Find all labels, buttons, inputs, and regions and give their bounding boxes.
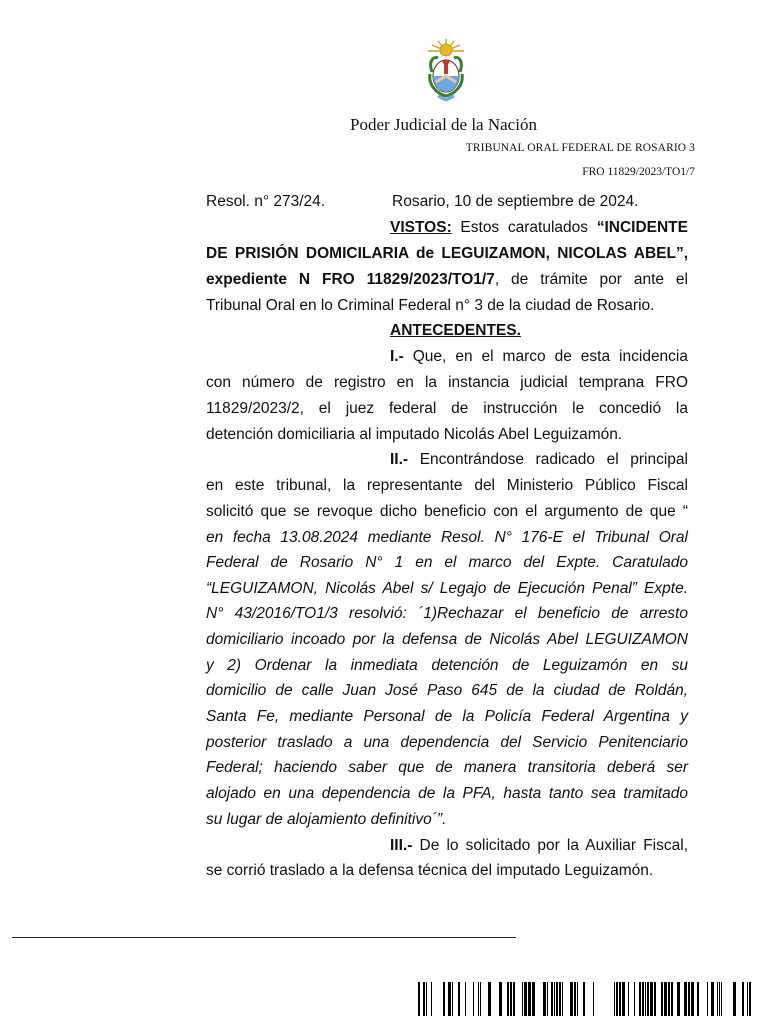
barcode-bar	[642, 982, 644, 1016]
quote-line-5: domiciliario incoado por la defensa de Nicolás Abel LEGUIZAMON	[206, 631, 688, 648]
barcode-bar	[532, 982, 535, 1016]
barcode-bar	[524, 982, 527, 1016]
barcode-bar	[583, 982, 585, 1016]
barcode-bar	[513, 982, 515, 1016]
para1-line-3: 11829/2023/2, el juez federal de instrucción le concedió la	[206, 400, 688, 417]
barcode-bar	[654, 982, 656, 1016]
barcode-bar	[522, 982, 523, 1016]
coat-of-arms-icon	[424, 38, 468, 106]
barcode-bar	[488, 982, 491, 1016]
resolution-number: Resol. n° 273/24.	[206, 193, 326, 210]
barcode-bar	[721, 982, 722, 1016]
barcode-bar	[465, 982, 466, 1016]
barcode-bar	[452, 982, 453, 1016]
barcode-bar	[448, 982, 451, 1016]
barcode-bar	[480, 982, 481, 1016]
barcode-bar	[559, 982, 561, 1016]
barcode-bar	[507, 982, 509, 1016]
barcode-bar	[691, 982, 694, 1016]
para3-label: III.-	[390, 837, 413, 854]
quote-line-12: su lugar de alojamiento definitivo´”.	[206, 811, 447, 828]
barcode-bar	[554, 982, 555, 1016]
quote-line-1: en fecha 13.08.2024 mediante Resol. N° 176-E el Tribunal Oral	[206, 529, 688, 546]
barcode-bar	[418, 982, 420, 1016]
barcode-bar	[742, 982, 744, 1016]
barcode-icon	[418, 982, 764, 1016]
para2-line-3: solicitó que se revoque dicho beneficio con el argumento de que “	[206, 503, 688, 520]
barcode-bar	[510, 982, 512, 1016]
para1-line-1	[390, 347, 688, 367]
barcode-bar	[443, 982, 445, 1016]
barcode-bar	[664, 982, 667, 1016]
barcode-bar	[622, 982, 625, 1016]
barcode-bar	[747, 982, 748, 1016]
barcode-bar	[697, 982, 699, 1016]
footer-divider	[12, 937, 516, 938]
barcode-bar	[639, 982, 641, 1016]
place-date: Rosario, 10 de septiembre de 2024.	[392, 193, 639, 210]
barcode-bar	[547, 982, 548, 1016]
barcode-bar	[426, 982, 427, 1016]
vistos-line-1	[390, 218, 688, 238]
barcode-bar	[473, 982, 474, 1016]
barcode-bar	[556, 982, 558, 1016]
barcode-bar	[431, 982, 432, 1016]
quote-line-11: alojado en una dependencia de la PFA, hasta tanto sea tramitado	[206, 785, 688, 802]
barcode-bar	[668, 982, 670, 1016]
barcode-bar	[499, 982, 502, 1016]
vistos-line-4: Tribunal Oral en lo Criminal Federal n° 3 de la ciudad de Rosario.	[206, 297, 655, 314]
para1-line-2: con número de registro en la instancia judicial temprana FRO	[206, 374, 688, 391]
barcode-bar	[458, 982, 460, 1016]
barcode-bar	[574, 982, 576, 1016]
quote-line-9: posterior traslado a una dependencia del Servicio Penitenciario	[206, 734, 688, 751]
barcode-bar	[671, 982, 673, 1016]
quote-line-10: Federal; haciendo saber que de manera transitoria deberá ser	[206, 759, 688, 776]
quote-line-8: Santa Fe, mediante Personal de la Policía Federal Argentina y	[206, 708, 688, 725]
barcode-bar	[677, 982, 680, 1016]
barcode-bar	[551, 982, 553, 1016]
barcode-bar	[688, 982, 690, 1016]
barcode-bar	[719, 982, 720, 1016]
para1-line-4: detención domiciliaria al imputado Nicolás Abel Leguizamón.	[206, 426, 623, 443]
para2-label: II.-	[390, 451, 409, 468]
para1-label: I.-	[390, 348, 404, 365]
vistos-label: VISTOS:	[390, 219, 452, 236]
barcode-bar	[577, 982, 578, 1016]
barcode-bar	[634, 982, 635, 1016]
para3-text: De lo solicitado por la Auxiliar Fiscal,	[412, 837, 688, 854]
barcode-bar	[614, 982, 615, 1016]
vistos-text: Estos caratulados	[451, 219, 597, 236]
barcode-bar	[616, 982, 618, 1016]
para2-line-1	[390, 450, 688, 470]
quote-line-3: “LEGUIZAMON, Nicolás Abel s/ Legajo de Ejecución Penal” Expte.	[206, 580, 688, 597]
barcode-bar	[570, 982, 573, 1016]
court-name: TRIBUNAL ORAL FEDERAL DE ROSARIO 3	[465, 142, 695, 154]
antecedentes-heading: ANTECEDENTES.	[390, 322, 521, 339]
barcode-bar	[717, 982, 718, 1016]
barcode-bar	[593, 982, 594, 1016]
barcode-bar	[645, 982, 646, 1016]
barcode-bar	[543, 982, 546, 1016]
vistos-title-start: “INCIDENTE	[596, 219, 688, 236]
barcode-bar	[749, 982, 751, 1016]
vistos-line-2: DE PRISIÓN DOMICILARIA de LEGUIZAMON, NICOLAS ABEL”,	[206, 245, 688, 262]
barcode-bar	[528, 982, 531, 1016]
vistos-text-2: , de trámite por ante el	[494, 271, 689, 288]
barcode-bar	[628, 982, 629, 1016]
file-number: FRO 11829/2023/TO1/7	[582, 166, 695, 178]
barcode-bar	[478, 982, 479, 1016]
quote-line-6: y 2) Ordenar la inmediata detención de Leguizamón en su	[206, 657, 688, 674]
barcode-bar	[562, 982, 563, 1016]
barcode-bar	[684, 982, 687, 1016]
barcode-bar	[650, 982, 653, 1016]
para3-line-1	[390, 836, 688, 856]
barcode-bar	[661, 982, 663, 1016]
barcode-bar	[619, 982, 621, 1016]
para2-text: Encontrándose radicado el principal	[408, 451, 688, 468]
para3-line-2: se corrió traslado a la defensa técnica del imputado Leguizamón.	[206, 862, 654, 879]
quote-line-7: domicilio de calle Juan José Paso 645 de la ciudad de Roldán,	[206, 682, 688, 699]
para1-text: Que, en el marco de esta incidencia	[403, 348, 688, 365]
organization-name: Poder Judicial de la Nación	[350, 115, 537, 134]
barcode-bar	[733, 982, 736, 1016]
quote-line-4: N° 43/2016/TO1/3 resolvió: ´1)Rechazar el beneficio de arresto	[206, 605, 688, 622]
para2-line-2: en este tribunal, la representante del Ministerio Público Fiscal	[206, 477, 688, 494]
vistos-line-3	[206, 270, 688, 290]
barcode-bar	[711, 982, 714, 1016]
barcode-bar	[647, 982, 649, 1016]
quote-line-2: Federal de Rosario N° 1 en el marco del Expte. Caratulado	[206, 554, 688, 571]
expediente-number: expediente N FRO 11829/2023/TO1/7	[206, 271, 495, 288]
barcode-bar	[707, 982, 708, 1016]
barcode-bar	[423, 982, 425, 1016]
